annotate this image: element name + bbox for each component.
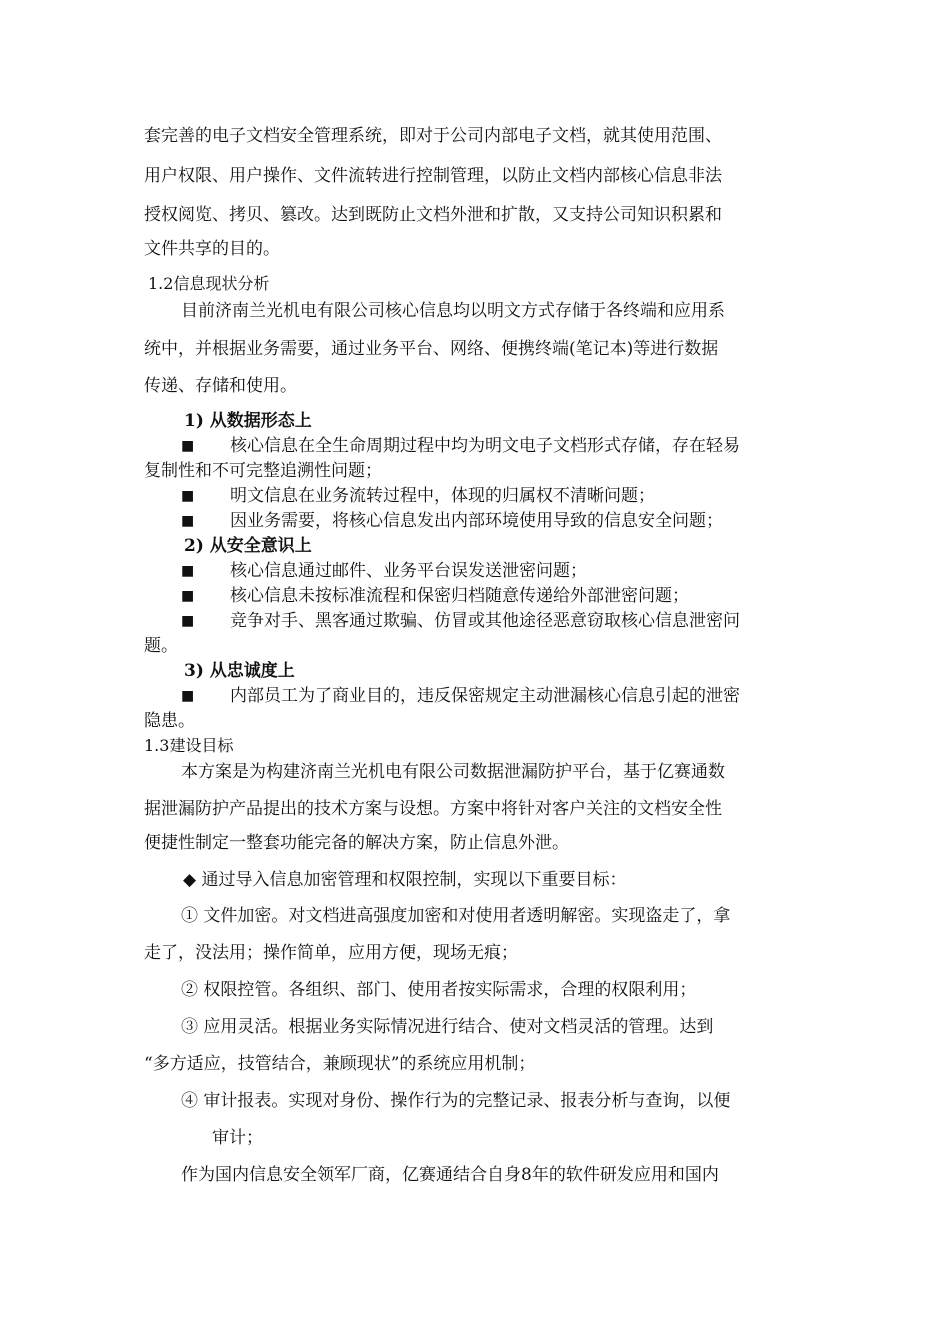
paragraph-line: 据泄漏防护产品提出的技术方案与设想。方案中将针对客户关注的文档安全性	[144, 799, 722, 819]
bullet-icon: ■	[181, 613, 195, 629]
bullet-icon: ■	[181, 563, 195, 579]
paragraph-line: 传递、存储和使用。	[144, 376, 297, 396]
paragraph-line: 作为国内信息安全领军厂商，亿赛通结合自身8年的软件研发应用和国内	[181, 1165, 719, 1185]
bullet-icon: ■	[181, 688, 195, 704]
goal-item: 走了，没法用；操作简单，应用方便，现场无痕；	[144, 943, 518, 963]
list-item: 因业务需要，将核心信息发出内部环境使用导致的信息安全问题；	[230, 511, 723, 531]
list-item: 核心信息通过邮件、业务平台误发送泄密问题；	[230, 561, 587, 581]
list-item: 隐患。	[144, 711, 195, 731]
paragraph-line: 统中，并根据业务需要，通过业务平台、网络、便携终端(笔记本)等进行数据	[144, 339, 719, 359]
paragraph-line: 本方案是为构建济南兰光机电有限公司数据泄漏防护平台，基于亿赛通数	[181, 762, 725, 782]
list-item: 核心信息未按标准流程和保密归档随意传递给外部泄密问题；	[230, 586, 689, 606]
paragraph-line: 用户权限、用户操作、文件流转进行控制管理，以防止文档内部核心信息非法	[144, 166, 722, 186]
section-heading: 1.3建设目标	[144, 736, 234, 755]
group-title: 2) 从安全意识上	[184, 536, 312, 556]
paragraph-line: 套完善的电子文档安全管理系统，即对于公司内部电子文档，就其使用范围、	[144, 126, 722, 146]
goal-item: ① 文件加密。对文档进高强度加密和对使用者透明解密。实现盗走了，拿	[181, 906, 731, 926]
list-item: 复制性和不可完整追溯性问题；	[144, 461, 382, 481]
bullet-icon: ■	[181, 588, 195, 604]
goal-item: 审计；	[212, 1128, 263, 1148]
list-item: 题。	[144, 636, 178, 656]
group-title: 1) 从数据形态上	[184, 411, 312, 431]
goal-item: ② 权限控管。各组织、部门、使用者按实际需求，合理的权限利用；	[181, 980, 697, 1000]
list-item: 内部员工为了商业目的，违反保密规定主动泄漏核心信息引起的泄密	[230, 686, 740, 706]
paragraph-line: 便捷性制定一整套功能完备的解决方案，防止信息外泄。	[144, 833, 569, 853]
bullet-icon: ■	[181, 488, 195, 504]
section-heading: 1.2信息现状分析	[148, 274, 270, 293]
paragraph-line: 文件共享的目的。	[144, 239, 280, 259]
list-item: 明文信息在业务流转过程中，体现的归属权不清晰问题；	[230, 486, 655, 506]
diamond-item: ◆ 通过导入信息加密管理和权限控制，实现以下重要目标：	[183, 870, 627, 890]
bullet-icon: ■	[181, 513, 195, 529]
list-item: 核心信息在全生命周期过程中均为明文电子文档形式存储，存在轻易	[230, 436, 740, 456]
goal-item: ③ 应用灵活。根据业务实际情况进行结合、使对文档灵活的管理。达到	[181, 1017, 714, 1037]
group-title: 3) 从忠诚度上	[184, 661, 295, 681]
list-item: 竞争对手、黑客通过欺骗、仿冒或其他途径恶意窃取核心信息泄密问	[230, 611, 740, 631]
goal-item: ④ 审计报表。实现对身份、操作行为的完整记录、报表分析与查询，以便	[181, 1091, 731, 1111]
bullet-icon: ■	[181, 438, 195, 454]
paragraph-line: 目前济南兰光机电有限公司核心信息均以明文方式存储于各终端和应用系	[181, 301, 725, 321]
goal-item: “多方适应，技管结合，兼顾现状”的系统应用机制；	[144, 1054, 536, 1074]
paragraph-line: 授权阅览、拷贝、篡改。达到既防止文档外泄和扩散，又支持公司知识积累和	[144, 205, 722, 225]
